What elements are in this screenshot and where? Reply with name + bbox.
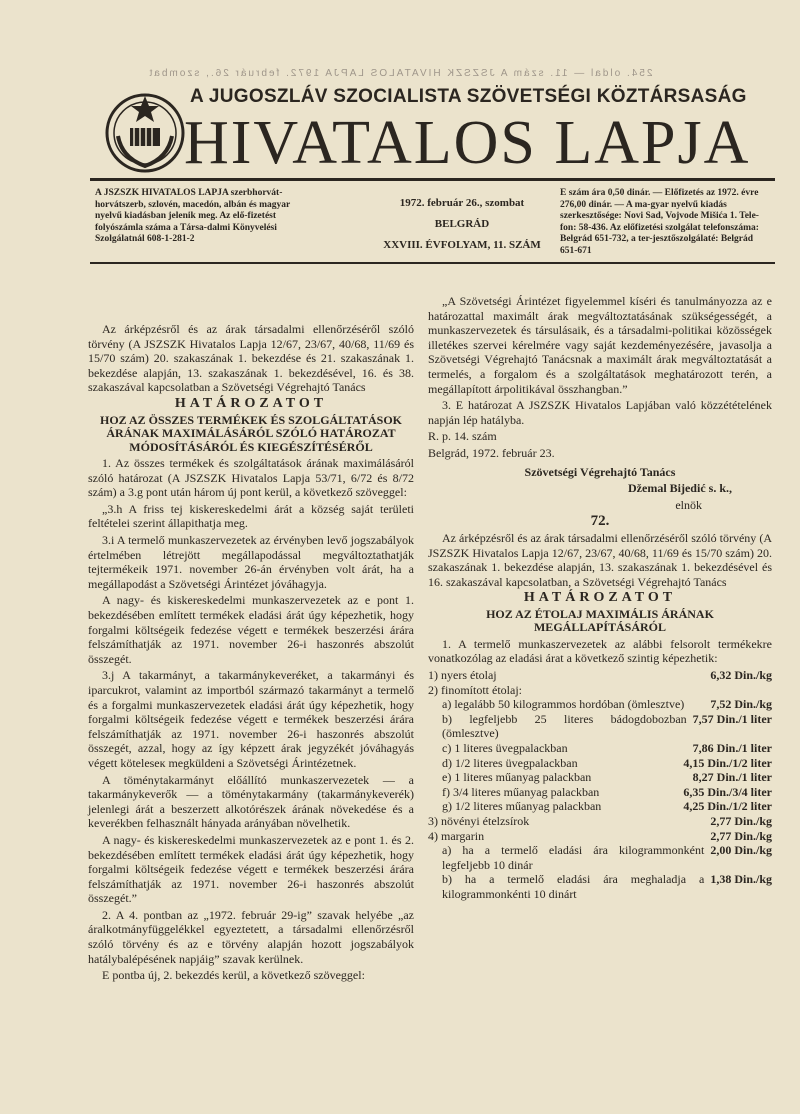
price-label: 2) finomított étolaj: [428, 682, 522, 697]
issue-date: 1972. február 26., szombat [399, 197, 525, 209]
decree2-intro: Az árképzésről és az árak társadalmi ellenőrzéséről szóló törvény (A JSZSZK Hivatalos Lapja 12/67, 23/67, 40/68, 11/69 és 15/70 szám) 20. szakaszának 1. bekezdése alapján, 13. szakaszának 1. bekezdésével és 16. szakaszával kapcsolatban, a Szövetségi Végrehajtó Tanács [428, 530, 772, 589]
decree-intro: Az árképzésről és az árak társadalmi ellenőrzéséről szóló törvény (A JSZSZK Hivatalos Lapja 12/67, 23/67, 40/68, 11/69 és 15/70 szám) 20. szakaszának 1. bekezdése és 21. szakaszának 1. bekezdése alapján, 13. szakaszának 1. bekezdésével, 16. és 38. szakaszával kapcsolatban a Szövetségi Végrehajtó Tanács [88, 322, 414, 395]
info-left-publication: A JSZSZK HIVATALOS LAPJA szerbhorvát-horvátszerb, szlovén, macedón, albán és magyar nyelvű kiadásban jelenik meg. Az elő-fizetést folyószámla száma a Társa-dalmi Könyvelési Szolgálatnál 608-1-281-2 [95, 188, 291, 244]
signer-name: Džemal Bijedić s. k., [628, 481, 732, 496]
council-name: Szövetségi Végrehajtó Tanács [524, 464, 676, 479]
price-row [428, 697, 772, 712]
decree-paragraph-11: 3. E határozat A JSZSZK Hivatalos Lapjában való közzétételének napján lép hatályba. [428, 398, 772, 427]
price-list [428, 668, 772, 902]
price-label: 1) nyers étolaj [428, 668, 497, 683]
price-row [428, 872, 772, 901]
decree-number: 72. [590, 513, 610, 530]
decree-paragraph-3: 3.i A termelő munkaszervezetek az érvényben levő jogszabályok értelmében létrejött megállapodással megváltoztathatják tejtermékeik 1971. november 26-án érvényben volt árát, ha a megállapodást a Szövetségi Árintézet jóváhagyja. [88, 533, 414, 591]
price-row [428, 741, 772, 756]
price-value: 7,57 Din./1 liter [692, 711, 772, 726]
mirrored-running-header: 254. oldal — 11. szám A JSZSZK HIVATALOS LAPJA 1972. február 26., szombat [147, 68, 653, 79]
masthead-title: HIVATALOS LAPJA [184, 109, 751, 177]
masthead-supertitle: A JUGOSZLÁV SZOCIALISTA SZÖVETSÉGI KÖZTÁRSASÁG [190, 86, 747, 107]
price-row [428, 712, 772, 741]
decree-paragraph-9: E pontba új, 2. bekezdés kerül, a következő szöveggel: [102, 968, 365, 983]
decree-subheading: HOZ AZ ÖSSZES TERMÉKEK ÉS SZOLGÁLTATÁSOK ÁRÁNAK MAXIMÁLÁSÁRÓL SZÓLÓ HATÁROZAT MÓDOSÍTÁSÁRÓL ÉS KIEGÉSZÍTÉSÉRŐL [100, 412, 402, 454]
decree-heading: HATÁROZATOT [174, 395, 328, 411]
price-value [766, 683, 772, 698]
signer-title: elnök [675, 497, 702, 512]
decree-paragraph-8: 2. A 4. pontban az „1972. február 29-ig” szavak helyébe „az áralkotmányfüggelékkel egyeztetett, a társadalmi ellenőrzésről szóló törvény és az e törvény alapján hozott jogszabályok hatálybalépésének napjáig” szavak kerülnek. [88, 907, 414, 966]
price-value: 8,27 Din./1 liter [692, 770, 772, 785]
price-row [428, 814, 772, 829]
info-right-subscription: E szám ára 0,50 dinár. — Előfizetés az 1972. évre 276,00 dinár. — A ma-gyar nyelvű kiadás szerkesztősége: Novi Sad, Vojvode Mišića 1. Tele-fon: 58-436. Az előfizetési szolgálat telefonszáma: Belgrád 651-732, a ter-jesztőszolgálaté: Belgrád 651-671 [560, 188, 759, 256]
price-value: 6,35 Din./3/4 liter [683, 784, 772, 799]
price-row [428, 799, 772, 814]
decree2-heading: HATÁROZATOT [523, 590, 677, 606]
price-row [428, 770, 772, 785]
price-value: 2,00 Din./kg [710, 843, 772, 858]
price-row [428, 843, 772, 872]
price-label: a) ha a termelő eladási ára kilogrammonként legfeljebb 10 dinár [442, 843, 705, 872]
reference-number: R. p. 14. szám [428, 429, 497, 444]
decree2-subheading: HOZ AZ ÉTOLAJ MAXIMÁLIS ÁRÁNAK MEGÁLLAPÍTÁSÁRÓL [486, 606, 714, 635]
price-label: 3) növényi ételzsírok [428, 814, 530, 828]
price-value: 2,77 Din./kg [710, 828, 772, 843]
decree-paragraph-5: 3.j A takarmányt, a takarmánykeveréket, a takarmányi és iparcukrot, valamint az importból származó takarmányt a termelő és a forgalmi munkaszervezetek eladási árát úgy képezhetik, hogy forgalmi költségeik fedezése végett e termékek beszerzési árára felszámíthatják az 1971. november 26-i haszonrés abszolút összegét, azzal, hogy az így képzett árak jegyzékét jóváhagyás végett köteleseк megküldeni a Szövetségi Árintézetnek. [88, 668, 414, 770]
info-bar-rule [90, 262, 775, 264]
price-row [428, 756, 772, 771]
decree-paragraph-1: 1. Az összes termékek és szolgáltatások árának maximálásáról szóló határozat (A JSZSZK Hivatalos Lapja 53/71, 6/72 és 8/72 szám) a 3.g pont után három új pont kerül, a következő szöveggel: [88, 456, 414, 500]
place-and-date: Belgrád, 1972. február 23. [428, 445, 555, 460]
right-column [428, 294, 772, 902]
issue-city: BELGRÁD [434, 218, 490, 230]
decree-paragraph-4: A nagy- és kiskereskedelmi munkaszervezetek az e pont 1. bekezdésében említett termékek eladási árát úgy képezhetik, hogy forgalmi költségeik fedezése végett e termékek beszerzési árára felszámíthatják az 1971. november 26-i haszonrés abszolút összegét. [88, 593, 414, 666]
state-emblem-icon [100, 86, 190, 176]
decree-paragraph-10: „A Szövetségi Árintézet figyelemmel kíséri és tanulmányozza az e határozattal maximált árak megváltoztatásának szükségességét, a munkaszervezetek és társulásaik, és a társadalmi-politikai közösségek illetékes szervei kérelmére vagy saját kezdeményezésére, javasolja a Szövetségi Végrehajtó Tanácsnak a maximált árak megváltoztatását a termelés, a forgalom és a szolgáltatások meghatározott terén, a megállapított árpolitikával összhangban.” [428, 294, 772, 396]
decree-paragraph-6: A töménytakarmányt előállító munkaszervezetek — a takarmánykeverők — a töménytakarmány (takarmánykeverék) jelenlegi árát a beszerzett alkotórészek árának növekedése és a keverékben felhasznált hányada arányában növelhetik. [88, 772, 414, 831]
left-column [88, 322, 414, 985]
price-value: 6,32 Din./kg [710, 668, 772, 683]
issue-volume: XXVIII. ÉVFOLYAM, 11. SZÁM [383, 239, 541, 251]
price-label: c) 1 literes üvegpalackban [442, 741, 568, 756]
price-row [428, 683, 772, 698]
price-label: e) 1 literes műanyag palackban [442, 770, 592, 785]
price-value: 4,25 Din./1/2 liter [683, 799, 772, 814]
masthead-rule [90, 178, 775, 181]
decree-paragraph-7: A nagy- és kiskereskedelmi munkaszervezetek az e pont 1. és 2. bekezdésében említett termékek eladási árát úgy képezhetik, hogy forgalmi költségeik fedezése végett e termékek beszerzési árára felszámíthatják az 1971. november 26-i haszonrés abszolút összegét.” [88, 832, 414, 906]
price-value: 2,77 Din./kg [710, 814, 772, 828]
price-label: f) 3/4 literes műanyag palackban [442, 784, 600, 799]
decree-paragraph-2: „3.h A friss tej kiskereskedelmi árát a község saját területi feltételei szerint állapithatja meg. [88, 501, 414, 531]
price-value: 7,86 Din./1 liter [692, 741, 772, 756]
price-value: 7,52 Din./kg [710, 697, 772, 712]
price-value: 4,15 Din./1/2 liter [683, 755, 772, 770]
price-label: a) legalább 50 kilogrammos hordóban (ömlesztve) [442, 697, 685, 712]
price-row [428, 668, 772, 683]
price-row [428, 785, 772, 800]
decree2-paragraph-1: 1. A termelő munkaszervezetek az alábbi felsorolt termékekre vonatkozólag az eladási árat a következő szintig képezhetik: [428, 636, 772, 666]
price-label: b) legfeljebb 25 literes bádogdobozban (ömlesztve) [442, 711, 687, 741]
price-row [428, 829, 772, 844]
price-value: 1,38 Din./kg [710, 872, 772, 887]
info-center [372, 196, 552, 253]
price-label: g) 1/2 literes műanyag palackban [442, 799, 602, 814]
price-label: 4) margarin [428, 828, 485, 843]
price-label: b) ha a termelő eladási ára meghaladja a kilogrammonkénti 10 dinárt [442, 872, 705, 901]
price-label: d) 1/2 literes üvegpalackban [442, 755, 578, 770]
